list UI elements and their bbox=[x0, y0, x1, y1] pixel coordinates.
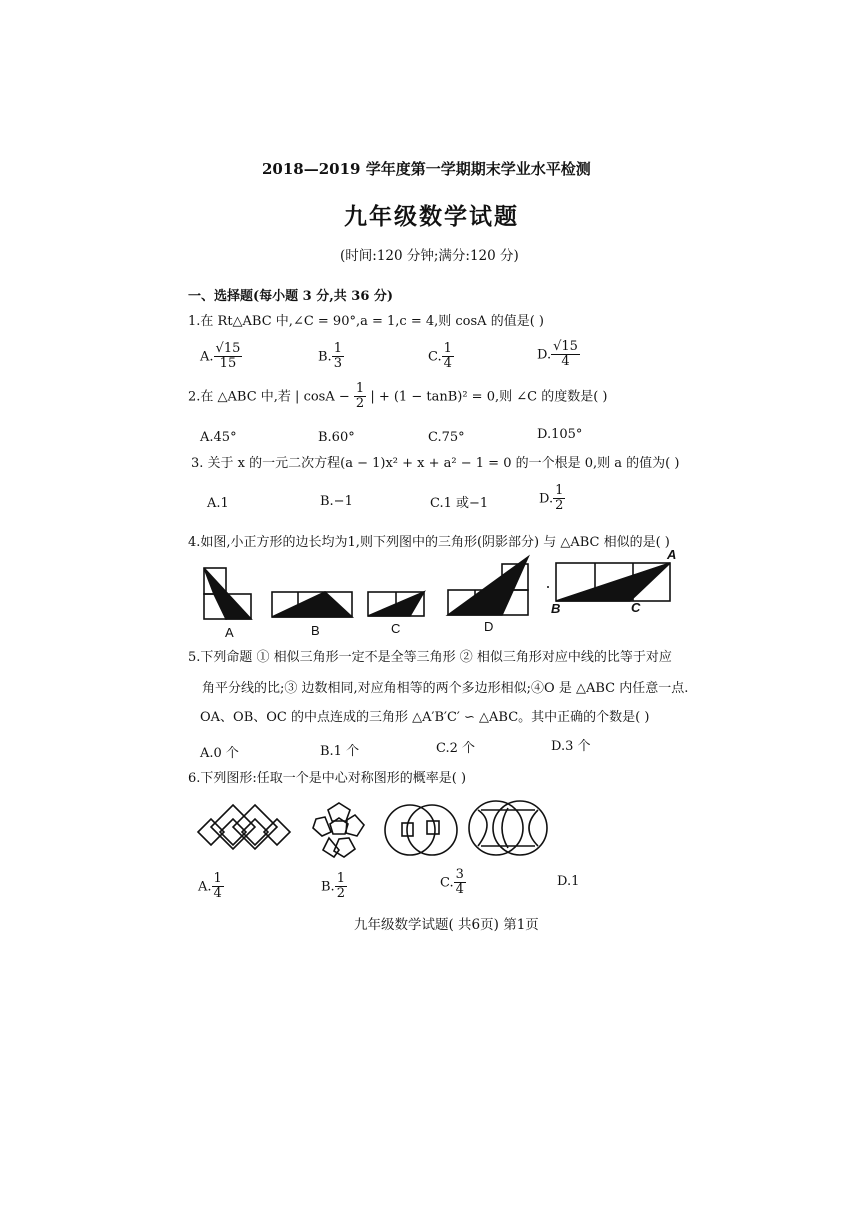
q6-option-a-numerator: 1 bbox=[213, 871, 222, 886]
q1-option-c-numerator: 1 bbox=[443, 341, 452, 356]
q1-option-d-denominator: 4 bbox=[561, 354, 570, 370]
q6-option-b-denominator: 2 bbox=[336, 886, 345, 902]
question-3-text: 3. 关于 x 的一元二次方程(a − 1)x² + x + a² − 1 = 0 的一个根是 0,则 a 的值为( ) bbox=[191, 456, 680, 471]
q2-option-d: D.105° bbox=[537, 427, 583, 442]
q6-option-d: D.1 bbox=[557, 874, 580, 889]
q6-pentagon-flower bbox=[313, 803, 364, 857]
q5-option-b: B.1 个 bbox=[320, 744, 360, 759]
q4-figure-d-label: D bbox=[484, 619, 494, 634]
q6-option-a-prefix: A. bbox=[198, 879, 212, 895]
q3-option-d-prefix: D. bbox=[539, 491, 554, 507]
q2-text-part-a: 2.在 △ABC 中,若 | cosA − bbox=[188, 389, 354, 405]
q2-option-b: B.60° bbox=[318, 430, 355, 445]
q4-ref-label-c: C bbox=[631, 600, 641, 615]
q3-option-b: B.−1 bbox=[320, 494, 353, 509]
page-footer: 九年级数学试题( 共6页) 第1页 bbox=[354, 917, 539, 933]
q1-option-b-numerator: 1 bbox=[333, 341, 342, 356]
q1-option-a-numerator: √15 bbox=[215, 341, 241, 356]
q1-option-a-prefix: A. bbox=[200, 349, 214, 365]
q6-knot-figure bbox=[198, 805, 290, 849]
page-subtitle: (时间:120 分钟;满分:120 分) bbox=[340, 248, 519, 264]
q6-arc-figure bbox=[469, 801, 547, 855]
q4-ref-label-a: A bbox=[667, 547, 677, 562]
page-title: 九年级数学试题 bbox=[344, 203, 519, 230]
q2-half-numerator: 1 bbox=[355, 381, 365, 396]
q1-option-d-numerator: √15 bbox=[553, 339, 578, 354]
q6-option-c-numerator: 3 bbox=[455, 867, 464, 882]
question-5-line-2: 角平分线的比;③ 边数相同,对应角相等的两个多边形相似;④O 是 △ABC 内任意一点. bbox=[202, 681, 689, 696]
q6-option-a bbox=[198, 872, 224, 902]
q3-option-d-denominator: 2 bbox=[555, 498, 564, 514]
q3-option-c: C.1 或−1 bbox=[430, 496, 489, 511]
q5-option-a: A.0 个 bbox=[200, 746, 239, 761]
q4-ref-label-b: B bbox=[551, 601, 561, 616]
exam-line: 2018—2019 学年度第一学期期末学业水平检测 bbox=[262, 160, 591, 178]
q1-option-c-prefix: C. bbox=[428, 349, 442, 365]
q2-option-c: C.75° bbox=[428, 430, 465, 445]
q6-option-b-prefix: B. bbox=[321, 879, 335, 895]
q5-option-c: C.2 个 bbox=[436, 741, 476, 756]
q6-coin-figure bbox=[385, 805, 457, 855]
section-heading: 一、选择题(每小题 3 分,共 36 分) bbox=[188, 289, 394, 304]
q1-option-a-denominator: 15 bbox=[219, 356, 237, 372]
q4-figure-b-label: B bbox=[311, 623, 320, 638]
q6-option-c bbox=[440, 868, 466, 898]
q4-figure-a-label: A bbox=[225, 625, 234, 640]
q1-option-d-prefix: D. bbox=[537, 347, 552, 363]
q1-option-c-denominator: 4 bbox=[443, 356, 452, 372]
q6-option-a-denominator: 4 bbox=[213, 886, 222, 902]
question-4-text: 4.如图,小正方形的边长均为1,则下列图中的三角形(阴影部分) 与 △ABC 相似的是( ) bbox=[188, 535, 670, 550]
q1-option-b-denominator: 3 bbox=[333, 356, 342, 372]
q1-option-b-prefix: B. bbox=[318, 349, 332, 365]
q2-option-a: A.45° bbox=[200, 430, 237, 445]
question-5-line-3: OA、OB、OC 的中点连成的三角形 △A′B′C′ ∽ △ABC。其中正确的个数是( ) bbox=[200, 710, 650, 725]
q4-figure-c-label: C bbox=[391, 621, 401, 636]
q3-option-d-numerator: 1 bbox=[555, 483, 564, 498]
q2-half-denominator: 2 bbox=[355, 396, 365, 412]
q2-text-part-b: | + (1 − tanB)² = 0,则 ∠C 的度数是( ) bbox=[366, 389, 608, 405]
q3-option-a: A.1 bbox=[207, 496, 229, 511]
question-6-text: 6.下列图形:任取一个是中心对称图形的概率是( ) bbox=[188, 771, 467, 786]
q6-option-c-denominator: 4 bbox=[455, 882, 464, 898]
question-5-line-1: 5.下列命题 ① 相似三角形一定不是全等三角形 ② 相似三角形对应中线的比等于对应 bbox=[188, 650, 672, 665]
q6-option-b bbox=[321, 872, 347, 902]
q5-option-d: D.3 个 bbox=[551, 739, 591, 754]
q6-option-c-prefix: C. bbox=[440, 875, 454, 891]
question-1-text: 1.在 Rt△ABC 中,∠C = 90°,a = 1,c = 4,则 cosA 的值是( ) bbox=[188, 314, 544, 329]
q6-option-b-numerator: 1 bbox=[336, 871, 345, 886]
